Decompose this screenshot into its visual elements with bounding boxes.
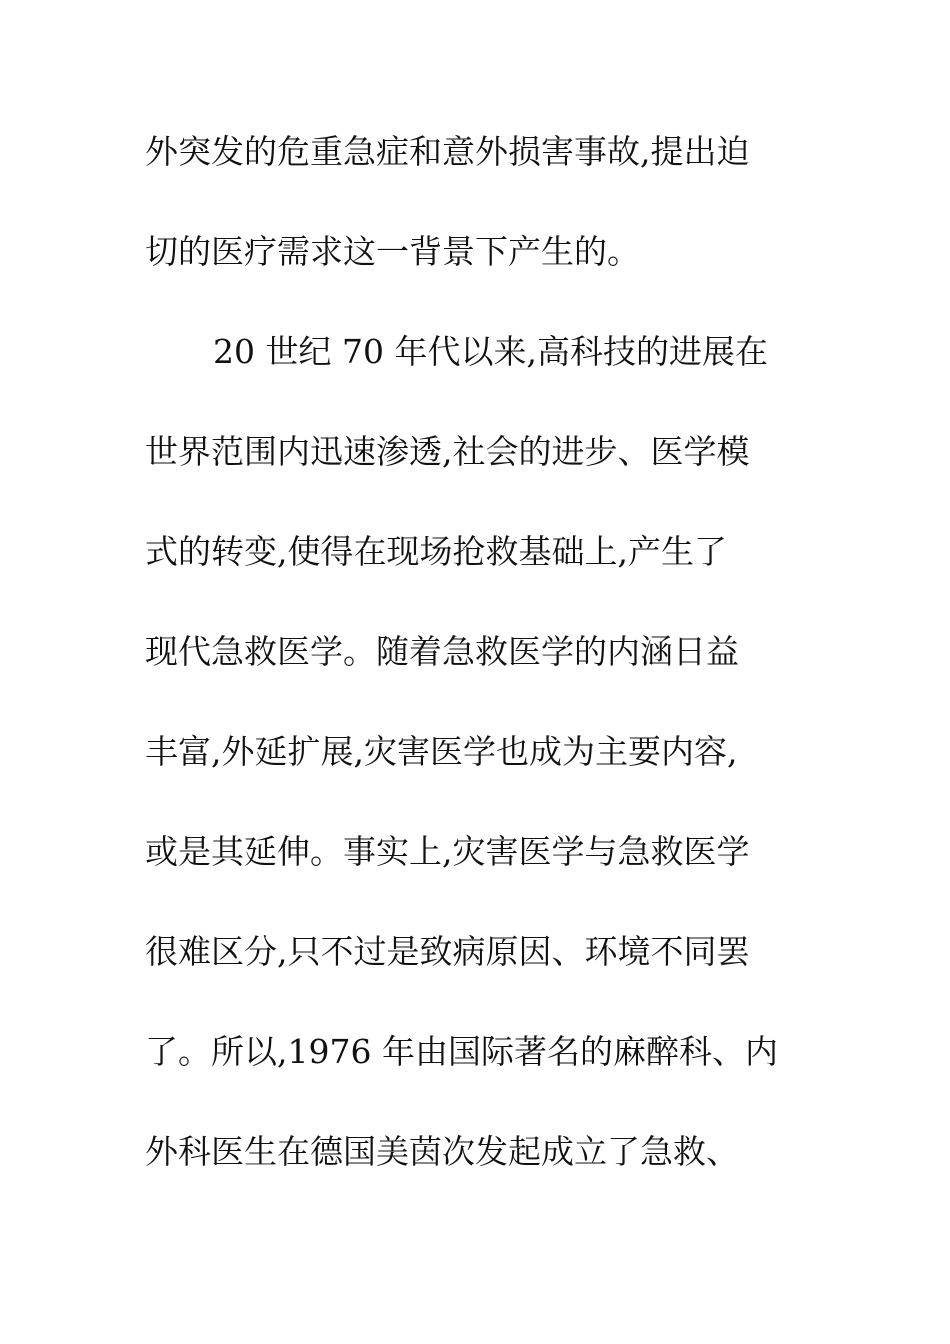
text-line: 外科医生在德国美茵次发起成立了急救、: [145, 1132, 739, 1171]
text-line: 式的转变,使得在现场抢救基础上,产生了: [145, 532, 727, 571]
text-line: 很难区分,只不过是致病原因、环境不同罢: [145, 932, 750, 971]
text-line: 丰富,外延扩展,灾害医学也成为主要内容,: [145, 732, 738, 771]
paragraph-start-line: 20 世纪 70 年代以来,高科技的进展在: [213, 332, 768, 371]
text-line: 外突发的危重急症和意外损害事故,提出迫: [145, 132, 750, 171]
text-line: 或是其延伸。事实上,灾害医学与急救医学: [145, 832, 750, 871]
text-line: 现代急救医学。随着急救医学的内涵日益: [145, 632, 739, 671]
text-line: 世界范围内迅速渗透,社会的进步、医学模: [145, 432, 750, 471]
text-line: 切的医疗需求这一背景下产生的。: [145, 232, 640, 271]
text-line: 了。所以,1976 年由国际著名的麻醉科、内: [145, 1032, 778, 1071]
